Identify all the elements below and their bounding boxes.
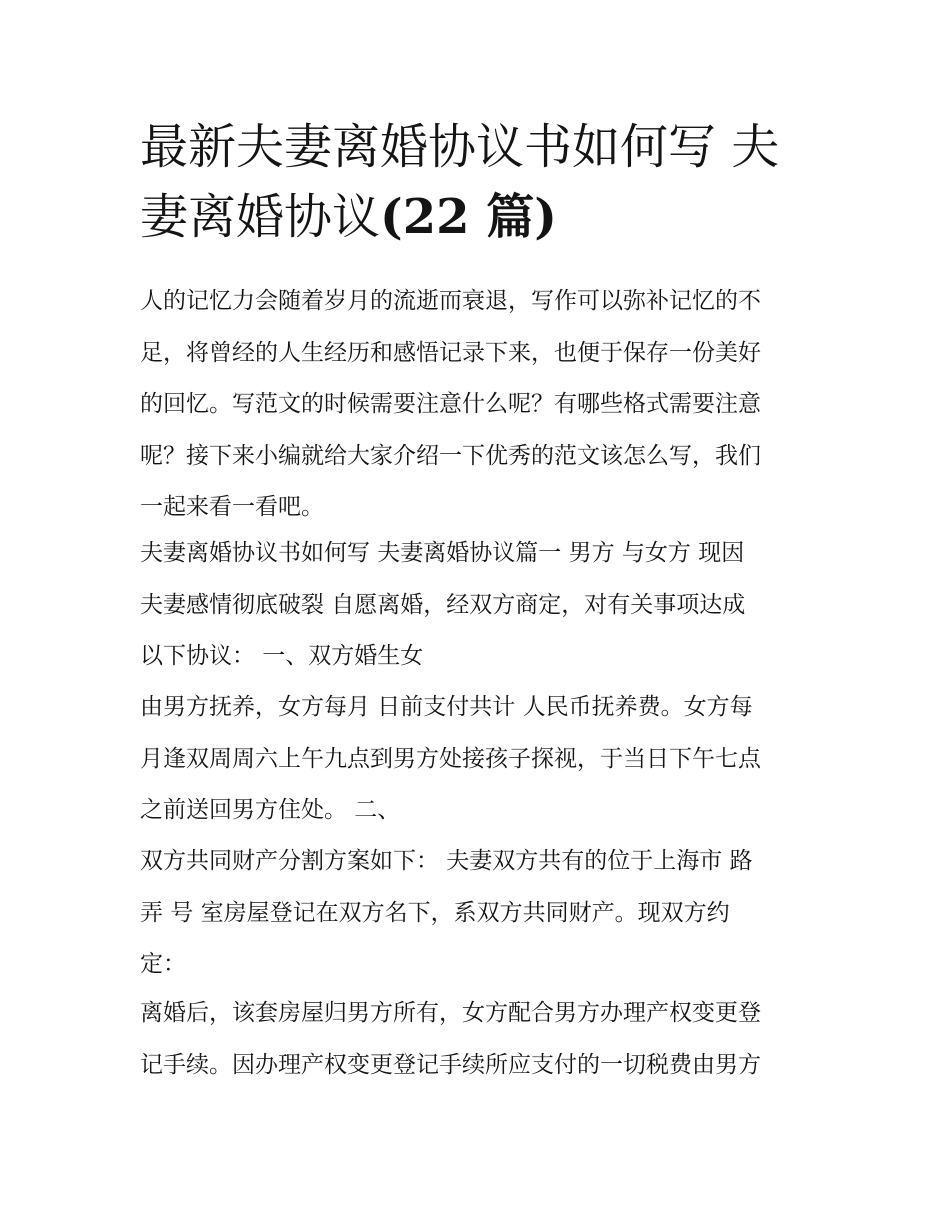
text-line: 足，将曾经的人生经历和感悟记录下来，也便于保存一份美好 — [140, 339, 761, 366]
agreement-paragraph-1 — [140, 528, 820, 683]
title-line-2-text: 妻离婚协议 — [140, 189, 381, 245]
agreement-paragraph-4 — [140, 988, 820, 1091]
document-title — [140, 112, 810, 252]
intro-paragraph — [140, 276, 820, 534]
text-line: 一起来看一看吧。 — [140, 494, 324, 520]
text-line: 之前送回男方住处。 二、 — [140, 797, 401, 823]
text-line: 双方共同财产分割方案如下： 夫妻双方共有的位于上海市 路 — [140, 848, 753, 874]
title-line-1: 最新夫妻离婚协议书如何写 夫 — [140, 119, 780, 175]
text-line: 以下协议： 一、双方婚生女 — [140, 643, 424, 669]
text-line: 的回忆。写范文的时候需要注意什么呢？有哪些格式需要注意 — [140, 391, 761, 417]
text-line: 由男方抚养，女方每月 日前支付共计 人民币抚养费。女方每 — [140, 694, 753, 720]
text-line: 呢？接下来小编就给大家介绍一下优秀的范文该怎么写，我们 — [140, 442, 761, 469]
agreement-paragraph-3 — [140, 836, 820, 991]
text-line: 定： — [140, 951, 186, 977]
text-line: 弄 号 室房屋登记在双方名下，系双方共同财产。现双方约 — [140, 899, 730, 926]
text-line: 月逢双周周六上午九点到男方处接孩子探视，于当日下午七点 — [140, 745, 761, 772]
title-line-2 — [140, 182, 810, 252]
text-line: 记手续。因办理产权变更登记手续所应支付的一切税费由男方 — [140, 1051, 761, 1078]
agreement-paragraph-2 — [140, 682, 820, 837]
text-line: 夫妻离婚协议书如何写 夫妻离婚协议篇一 男方 与女方 现因 — [140, 540, 745, 566]
text-line: 离婚后，该套房屋归男方所有，女方配合男方办理产权变更登 — [140, 1000, 761, 1026]
text-line: 夫妻感情彻底破裂 自愿离婚，经双方商定，对有关事项达成 — [140, 591, 746, 618]
title-count: (22 篇) — [380, 189, 557, 245]
text-line: 人的记忆力会随着岁月的流逝而衰退，写作可以弥补记忆的不 — [140, 288, 761, 314]
